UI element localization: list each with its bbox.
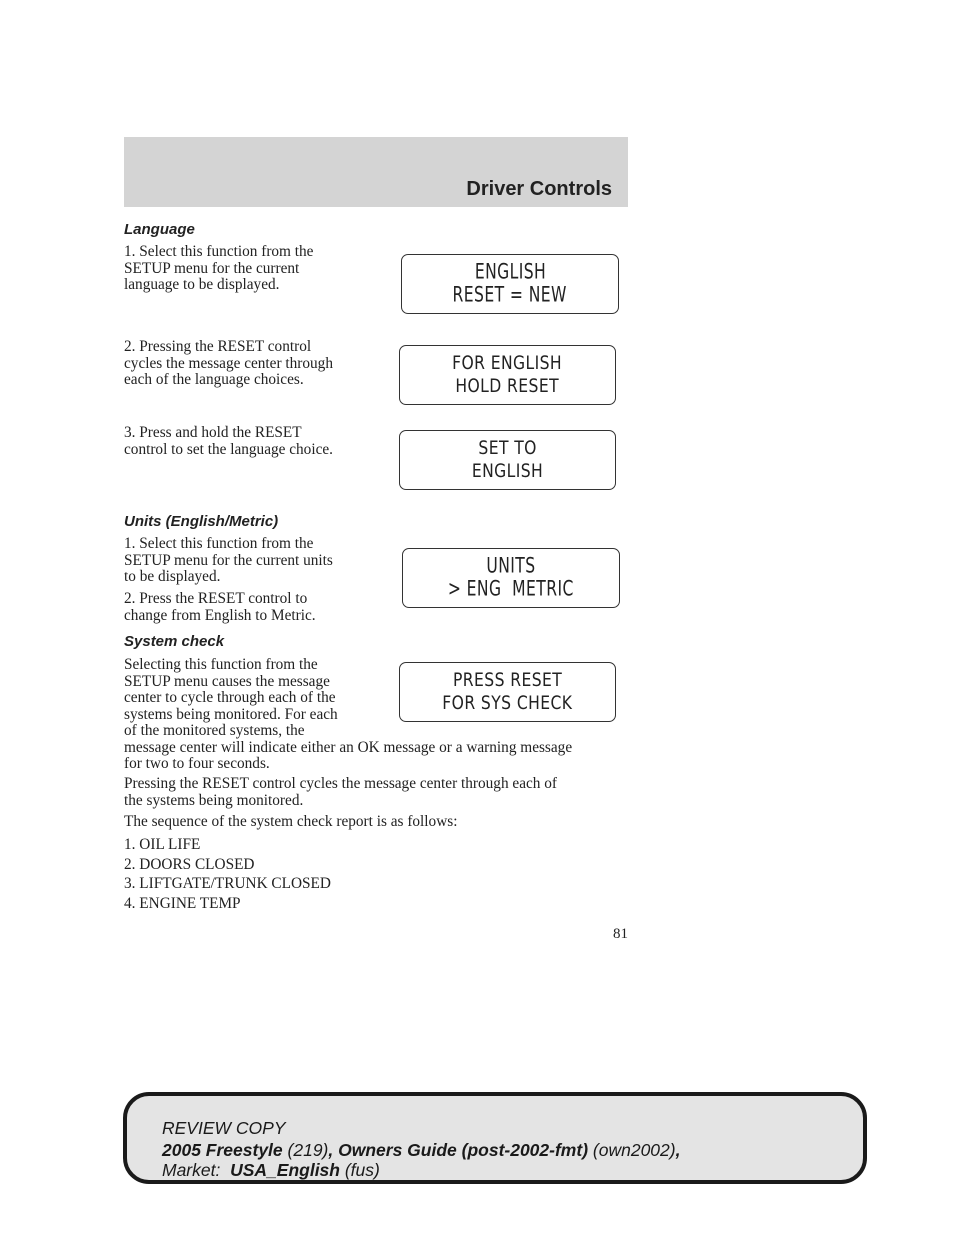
text-line: 2. Press the RESET control to <box>124 590 308 607</box>
language-step-3 <box>124 425 333 458</box>
text-line: SETUP menu for the current <box>124 259 300 277</box>
units-heading: Units (English/Metric) <box>124 513 279 530</box>
list-item: 3. LIFTGATE/TRUNK CLOSED <box>124 875 331 893</box>
lcd-line: RESET = NEW <box>452 282 568 308</box>
footer-line-2 <box>162 1140 680 1161</box>
lcd-line: > ENG METRIC <box>448 576 574 602</box>
text-line: control to set the language choice. <box>124 440 333 458</box>
units-step-2 <box>124 591 316 624</box>
lcd-line: FOR SYS CHECK <box>442 692 573 714</box>
lcd-display-english <box>401 254 619 314</box>
language-step-2 <box>124 339 333 389</box>
lcd-display-press-reset <box>399 662 616 722</box>
lcd-line: UNITS <box>486 553 536 579</box>
lcd-line: SET TO <box>478 437 537 459</box>
text-line: 1. Select this function from the <box>124 243 314 260</box>
text-line: 2. Pressing the RESET control <box>124 338 312 355</box>
text-line: each of the language choices. <box>124 371 304 388</box>
text-line: language to be displayed. <box>124 276 280 293</box>
footer-market-code: (fus) <box>344 1160 380 1180</box>
lcd-line: ENGLISH <box>471 460 544 482</box>
text-line: 1. Select this function from the <box>124 535 314 552</box>
text-line: message center will indicate either an OK message or a warning message <box>124 738 573 756</box>
language-heading: Language <box>124 221 195 238</box>
footer-separator: , <box>328 1140 339 1160</box>
lcd-line: ENGLISH <box>474 259 546 285</box>
section-title: Driver Controls <box>466 178 612 200</box>
text-line: for two to four seconds. <box>124 755 270 772</box>
units-step-1 <box>124 536 333 586</box>
lcd-display-for-english <box>399 345 616 405</box>
text-line: SETUP menu causes the message <box>124 672 330 690</box>
footer-separator: , <box>675 1140 681 1160</box>
review-copy-label <box>162 1118 286 1139</box>
text-line: SETUP menu for the current units <box>124 551 333 569</box>
system-check-paragraph-2 <box>124 776 557 809</box>
system-check-paragraph-3: The sequence of the system check report is as follows: <box>124 813 458 830</box>
language-step-1 <box>124 244 313 294</box>
footer-model: 2005 Freestyle <box>162 1140 283 1160</box>
text-line: the systems being monitored. <box>124 791 304 809</box>
footer-market-label: Market: <box>162 1160 221 1180</box>
text-line: cycles the message center through <box>124 354 333 372</box>
text-line: change from English to Metric. <box>124 606 316 624</box>
text-line: systems being monitored. For each <box>124 705 338 723</box>
text-line: center to cycle through each of the <box>124 689 336 706</box>
lcd-line: FOR ENGLISH <box>452 352 563 374</box>
list-item: 1. OIL LIFE <box>124 836 201 853</box>
page-number: 81 <box>613 926 628 942</box>
footer-guide-code: (own2002) <box>592 1140 676 1160</box>
footer-line-3 <box>162 1160 380 1181</box>
lcd-line: HOLD RESET <box>455 375 560 397</box>
text-line: 3. Press and hold the RESET <box>124 424 302 441</box>
section-header-band <box>124 137 628 207</box>
lcd-display-units <box>402 548 620 608</box>
system-check-list <box>124 835 331 913</box>
text-line: to be displayed. <box>124 568 221 585</box>
footer-model-code: (219) <box>287 1140 329 1160</box>
lcd-line: PRESS RESET <box>452 669 563 691</box>
text-line: Selecting this function from the <box>124 656 318 673</box>
list-item: 2. DOORS CLOSED <box>124 855 255 873</box>
footer-line-1: REVIEW COPY <box>162 1118 286 1138</box>
lcd-display-set-to-english <box>399 430 616 490</box>
footer-guide: Owners Guide (post-2002-fmt) <box>338 1140 589 1160</box>
system-check-heading: System check <box>124 633 225 650</box>
text-line: Pressing the RESET control cycles the message center through each of <box>124 775 558 792</box>
list-item: 4. ENGINE TEMP <box>124 894 241 912</box>
text-line: of the monitored systems, the <box>124 722 305 739</box>
footer-market: USA_English <box>230 1160 340 1180</box>
